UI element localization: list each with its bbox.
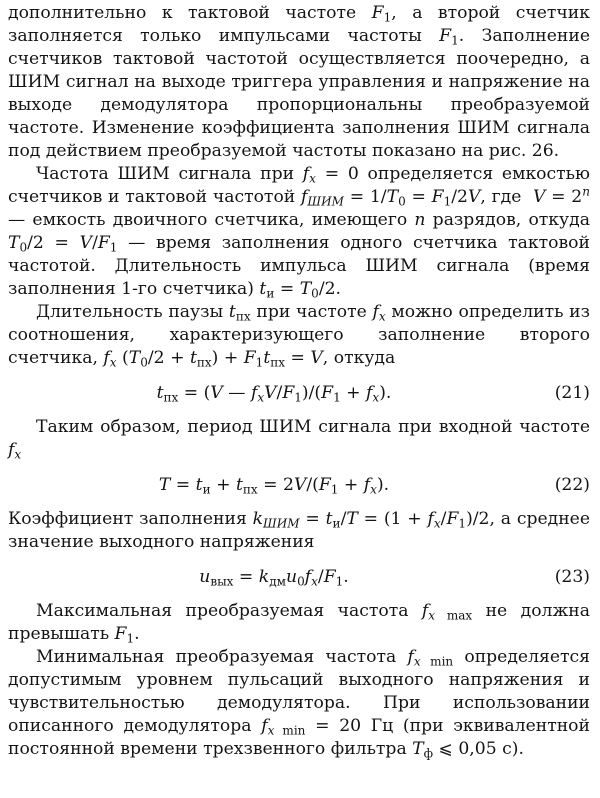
equation-formula: $T = t_и + t_{пх} = 2V/(F_1 + f_x)$. bbox=[158, 474, 390, 496]
equation-eq23 bbox=[8, 554, 590, 600]
equation-number: (23) bbox=[554, 566, 590, 587]
equation-eq21 bbox=[8, 370, 590, 416]
paragraph-p5: Коэффициент заполнения $k_{ШИМ} = t_и/T = (1 + f_x/F_1)/2$, а среднее значение выходного напряжения bbox=[8, 509, 590, 552]
equation-formula: $u_{вых} = k_{дм}u_0f_x/F_1$. bbox=[199, 566, 349, 588]
paragraph-p6: Максимальная преобразуемая частота $f_{x max}$ не должна превышать $F_1$. bbox=[8, 601, 590, 646]
equation-number: (21) bbox=[554, 382, 590, 403]
equation-number: (22) bbox=[554, 474, 590, 495]
paragraph-p2: Частота ШИМ сигнала при $f_x = 0$ определяется емкостью счетчиков и тактовой частотой $f_{ШИМ} = 1/T_0 = F_1/2V$, где $V = 2^n$ — емкость двоичного счетчика, имеющего n разрядов, откуда $T_0/2 = V/F_1$ — время заполнения одного счетчика тактовой частотой. Длительность импульса ШИМ сигнала (время заполнения 1-го счетчика) $t_и = T_0/2$. bbox=[8, 164, 590, 301]
paragraph-p3: Длительность паузы $t_{пх}$ при частоте $f_x$ можно определить из соотношения, характеризующего заполнение второго счетчика, $f_x$ $(T_0/2 + t_{пх}) + F_1t_{пх} = V$, откуда bbox=[8, 302, 590, 370]
paragraph-p4: Таким образом, период ШИМ сигнала при входной частоте $f_x$ bbox=[8, 417, 590, 462]
equation-eq22 bbox=[8, 462, 590, 508]
paragraph-p7: Минимальная преобразуемая частота $f_{x min}$ определяется допустимым уровнем пульсаций выходного напряжения и чувствительностью демодулятора. При использовании описанного демодулятора $f_{x min} = 20$ Гц (при эквивалентной постоянной времени трехзвенного фильтра $T_ф$ ⩽ 0,05 с). bbox=[8, 647, 590, 761]
equation-formula: $t_{пх} = (V$ — $f_xV/F_1)/(F_1 + f_x)$. bbox=[156, 382, 392, 404]
paragraph-p1: дополнительно к тактовой частоте $F_1$, а второй счетчик заполняется только импульсами частоты $F_1$. Заполнение счетчиков тактовой частотой осуществляется поочередно, а ШИМ сигнал на выходе триггера управления и напряжение на выходе демодулятора пропорциональны преобразуемой частоте. Изменение коэффициента заполнения ШИМ сигнала под действием преобразуемой частоты показано на рис. 26. bbox=[8, 3, 590, 161]
